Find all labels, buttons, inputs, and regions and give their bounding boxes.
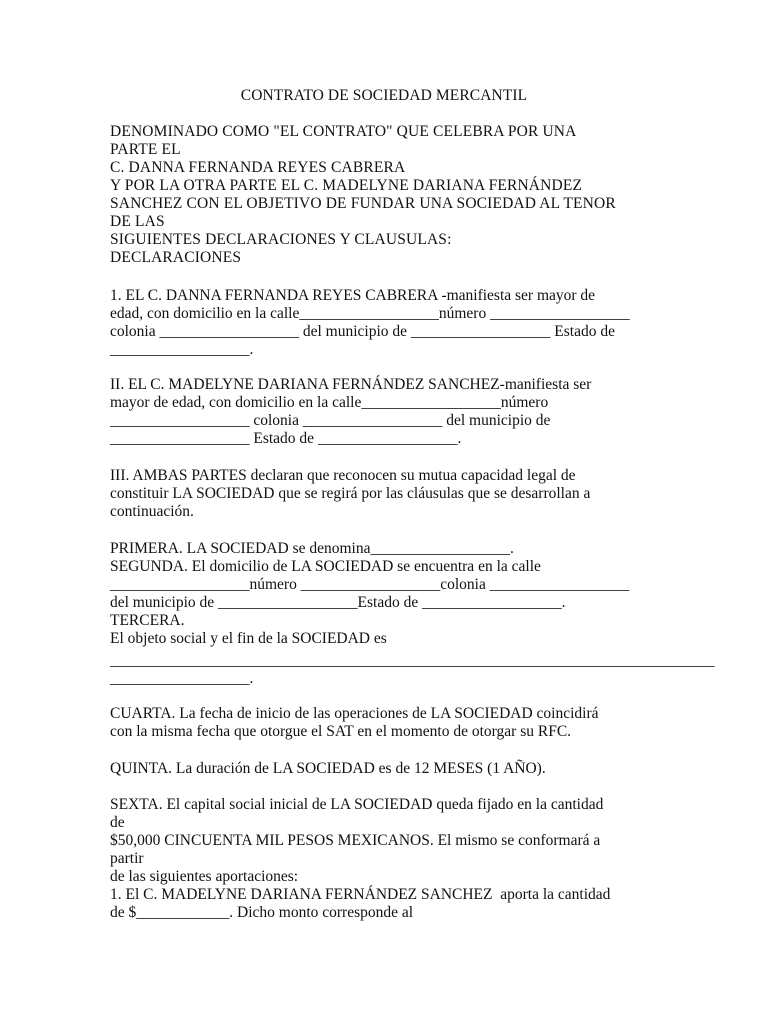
clause-sexta-line-2: de	[110, 814, 125, 831]
clause-primera: PRIMERA. LA SOCIEDAD se denomina__________________.	[110, 540, 514, 557]
intro-line-1: DENOMINADO COMO "EL CONTRATO" QUE CELEBRA POR UNA	[110, 123, 577, 140]
clause-sexta-line-5: de las siguientes aportaciones:	[110, 868, 299, 885]
intro-line-6: DE LAS	[110, 213, 165, 230]
declaration-2-line-3: __________________ colonia __________________ del municipio de	[110, 412, 551, 429]
intro-line-3: C. DANNA FERNANDA REYES CABRERA	[110, 159, 406, 176]
clause-cuarta-line-2: con la misma fecha que otorgue el SAT en el momento de otorgar su RFC.	[110, 723, 572, 740]
clause-sexta-line-3: $50,000 CINCUENTA MIL PESOS MEXICANOS. El mismo se conformará a	[110, 832, 601, 849]
intro-line-2: PARTE EL	[110, 141, 181, 158]
declaration-1-line-4: __________________.	[110, 341, 254, 358]
clause-tercera-heading: TERCERA.	[110, 612, 185, 629]
clause-tercera-blank-line: ______________________________________________________________________________	[110, 652, 715, 669]
clause-sexta-line-4: partir	[110, 850, 144, 867]
declaration-1-line-2: edad, con domicilio en la calle__________________número __________________	[110, 305, 630, 322]
clause-cuarta-line-1: CUARTA. La fecha de inicio de las operaciones de LA SOCIEDAD coincidirá	[110, 705, 599, 722]
declaration-1-line-3: colonia __________________ del municipio de __________________ Estado de	[110, 323, 615, 340]
declaration-2-line-2: mayor de edad, con domicilio en la calle__________________número	[110, 394, 549, 411]
intro-line-4: Y POR LA OTRA PARTE EL C. MADELYNE DARIANA FERNÁNDEZ	[110, 177, 583, 194]
clause-segunda-line-3: del municipio de __________________Estado de __________________.	[110, 594, 566, 611]
contribution-1-line-2: de $____________. Dicho monto corresponde al	[110, 904, 414, 921]
intro-line-7: SIGUIENTES DECLARACIONES Y CLAUSULAS:	[110, 231, 452, 248]
document-title: CONTRATO DE SOCIEDAD MERCANTIL	[240, 87, 528, 104]
clause-tercera-line-1: El objeto social y el fin de la SOCIEDAD es	[110, 630, 387, 647]
declaration-3-line-3: continuación.	[110, 503, 194, 520]
clause-tercera-blank-end: __________________.	[110, 670, 254, 687]
contribution-1-line-1: 1. El C. MADELYNE DARIANA FERNÁNDEZ SANCHEZ aporta la cantidad	[110, 886, 611, 903]
declaration-1-line-1: 1. EL C. DANNA FERNANDA REYES CABRERA -manifiesta ser mayor de	[110, 287, 596, 304]
clause-quinta: QUINTA. La duración de LA SOCIEDAD es de 12 MESES (1 AÑO).	[110, 760, 546, 777]
declarations-heading: DECLARACIONES	[110, 249, 242, 266]
declaration-3-line-1: III. AMBAS PARTES declaran que reconocen su mutua capacidad legal de	[110, 467, 576, 484]
declaration-3-line-2: constituir LA SOCIEDAD que se regirá por las cláusulas que se desarrollan a	[110, 485, 591, 502]
clause-segunda-line-1: SEGUNDA. El domicilio de LA SOCIEDAD se encuentra en la calle	[110, 558, 541, 575]
clause-segunda-line-2: __________________número __________________colonia __________________	[110, 576, 630, 593]
clause-sexta-line-1: SEXTA. El capital social inicial de LA SOCIEDAD queda fijado en la cantidad	[110, 796, 604, 813]
declaration-2-line-1: II. EL C. MADELYNE DARIANA FERNÁNDEZ SANCHEZ-manifiesta ser	[110, 376, 592, 393]
declaration-2-line-4: __________________ Estado de __________________.	[110, 430, 462, 447]
intro-line-5: SANCHEZ CON EL OBJETIVO DE FUNDAR UNA SOCIEDAD AL TENOR	[110, 195, 616, 212]
